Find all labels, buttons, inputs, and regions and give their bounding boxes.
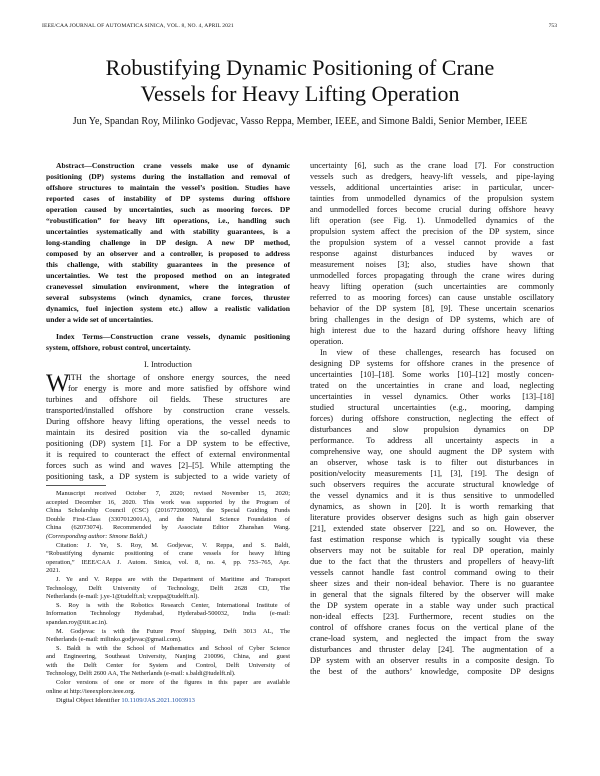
intro-line: forces such as wind and waves [2]–[5]. While attempting the: [46, 461, 290, 470]
footnote-line: (Corresponding author: Simone Baldi.): [46, 532, 147, 540]
body-line: behavior of the DP system [8], [9]. These uncertain scenarios: [310, 304, 554, 313]
abstract-line: uncertainties. We test the proposed method on an integrated: [46, 271, 290, 280]
left-column: [46, 160, 290, 705]
body-line: vessels, additional uncertainties arise: in particular, uncer-: [310, 183, 554, 192]
body-line: disturbances and slow propulsion dynamics on DP: [310, 425, 554, 434]
body-line: position/velocity measurements [1], [3], [19]. The design of: [310, 469, 554, 478]
intro-paragraph: [46, 372, 290, 482]
footnote-line: “Robustifying dynamic positioning of crane vessels for heavy lifting: [46, 550, 290, 558]
footnote-line: M. Godjevac is with the Future Proof Shipping, Delft 3013 AL, The: [56, 627, 290, 635]
body-line: non-ideal effects [23]. Furthermore, recent studies on the: [310, 612, 554, 621]
journal-header: IEEE/CAA JOURNAL OF AUTOMATICA SINICA, VOL. 8, NO. 4, APRIL 2021: [42, 23, 234, 29]
body-line: the DP system operate in a stable way under such practical: [310, 601, 554, 610]
body-line: heavy lifting operation (such uncertainties are commonly: [310, 282, 554, 291]
paper-title: [0, 55, 600, 107]
body-line: an observer, whose task is to filter out disturbances in: [310, 458, 554, 467]
intro-line: turbines and offshore oil fields. These structures are: [46, 395, 290, 404]
body-line: disturbances and thruster delay [24]. The augmentation of a: [310, 645, 554, 654]
abstract-line: positioning (DP) systems during the installation and removal of: [46, 172, 290, 181]
abstract-line: cranevessel simulation environment, where the integration of: [46, 282, 290, 291]
index-terms-line: system, offshore, robust control, uncertainty.: [46, 343, 191, 352]
page-number: 753: [548, 23, 557, 29]
body-line: operation.: [310, 337, 344, 346]
body-line: comprehensive way, one should augment the DP system with: [310, 447, 554, 456]
footnote-line: S. Baldi is with the School of Mathematics and School of Cyber Science: [56, 644, 290, 652]
body-line: the best of the authors’ knowledge, composite DP designs: [310, 667, 554, 676]
intro-line: maintain its desired position via the so-called dynamic: [46, 428, 290, 437]
body-line: due to the fact that the thrusters and propellers of heavy-lift: [310, 557, 554, 566]
footnote-line: and Engineering, Southeast University, Nanjing 210096, China, and guest: [46, 653, 290, 661]
footnote-line: Netherlands (e-mail: j.ye-1@tudelft.nl; v.reppa@tudelft.nl).: [46, 593, 199, 601]
abstract-line: operation caused by uncertainties, such as mooring forces. DP: [46, 205, 290, 214]
body-line: measurement noises [3]; also, studies have shown that: [310, 260, 554, 269]
footnote-line: operation,” IEEE/CAA J. Autom. Sinica, vol. 8, no. 4, pp. 753–765, Apr.: [46, 558, 290, 566]
body-line: the propulsion system of a vessel cannot provide a fast: [310, 238, 554, 247]
footnote-line: Double First-Class (3307012001A), and the Natural Science Foundation of: [46, 515, 290, 523]
body-line: dynamics, as shown in [20]. It is worth remarking that: [310, 502, 554, 511]
body-line: such observers requires the accurate structural knowledge of: [310, 480, 554, 489]
footnote-line: Citation: J. Ye, S. Roy, M. Godjevac, V. Reppa, and S. Baldi,: [56, 541, 290, 549]
doi-link[interactable]: 10.1109/JAS.2021.1003913: [121, 697, 195, 705]
abstract-line: reported cases of instability of DP systems during offshore: [46, 194, 290, 203]
body-line: [310, 677, 554, 688]
body-line: high interest due to the hazard during offshore heavy lifting: [310, 326, 554, 335]
intro-line: for energy is more and more satisfied by offshore wind: [68, 384, 290, 393]
intro-line: ITH the shortage of onshore energy sources, the need: [68, 373, 290, 382]
body-line: vessels such as dredgers, heavy-lift vessels, and pipe-laying: [310, 172, 554, 181]
abstract-line: long-standing challenge in DP design. A new DP method,: [46, 238, 290, 247]
section-heading: I. Introduction: [144, 360, 192, 369]
body-line: unmodelled forces propagating through the crane wires during: [310, 271, 554, 280]
body-line: response against disturbances induced by waves or: [310, 249, 554, 258]
doi-label: Digital Object Identifier: [56, 697, 120, 705]
body-line: trated on the uncertainties in crane and load, neglecting: [310, 381, 554, 390]
title-line: Robustifying Dynamic Positioning of Crane: [105, 55, 495, 80]
footnote-line: Information Technology Hyderabad, Hyderabad-500032, India (e-mail:: [46, 610, 290, 618]
body-line: lift operation (see Fig. 1). Unmodelled dynamics of the: [310, 216, 554, 225]
footnote-line: Netherlands (e-mail: milinko.godjevac@gmail.com).: [46, 636, 182, 644]
body-line: sheer sizes and their non-ideal behavior. There is no guarantee: [310, 579, 554, 588]
footnote-line: China (62073074). Recommended by Associate Editor Zhanshan Wang.: [46, 524, 290, 532]
body-line: crane-load system, and neglected the impact from the sway: [310, 634, 554, 643]
footnote-line: 2021.: [46, 567, 61, 575]
body-line: tainties from unmodelled dynamics of the propulsion system: [310, 194, 554, 203]
body-line: forces) during offshore construction, neglecting the effect of: [310, 414, 554, 423]
abstract-line: dynamics, fuel injection system etc.) allow a realistic validation: [46, 304, 290, 313]
body-line: referred to as mooring forces) can cause unstable oscillatory: [310, 293, 554, 302]
footnote-line: J. Ye and V. Reppa are with the Department of Maritime and Transport: [56, 575, 290, 583]
intro-line: During offshore heavy lifting operations, the vessel needs to: [46, 417, 290, 426]
body-line: propulsion system affect the precision of the DP system, since: [310, 227, 554, 236]
abstract-line: under a wide set of uncertainties.: [46, 315, 154, 324]
abstract-line: composed by an observer and a controller, is proposed to address: [46, 249, 290, 258]
body-line: DP system with an observer results in a composite design. To: [310, 656, 554, 665]
footnotes: [46, 490, 290, 705]
body-line: literature provides observer designs such as high gain observer: [310, 513, 554, 522]
body-line: bring challenges in the design of DP systems, which are of: [310, 315, 554, 324]
body-line: and unmodelled forces become crucial during offshore heavy: [310, 205, 554, 214]
body-line: uncertainty [6], such as the crane load [7]. For construction: [310, 161, 554, 170]
body-line: in general that the signals filtered by the observer will make: [310, 590, 554, 599]
footnote-line: with the Delft Center for System and Control, Delft University of: [46, 661, 290, 669]
footnote-line: Color versions of one or more of the figures in this paper are available: [56, 679, 290, 687]
body-line: the vessel dynamics and it is thus sensitive to unmodelled: [310, 491, 554, 500]
intro-line: transported/installed offshore by construction crane vessels.: [46, 406, 290, 415]
abstract-line: Abstract—Construction crane vessels make use of dynamic: [56, 161, 290, 170]
title-line: Vessels for Heavy Lifting Operation: [140, 81, 460, 106]
body-line: designing DP systems for offshore cranes in the presence of: [310, 359, 554, 368]
body-line: [21], extended state observer [22], and so on. However, the: [310, 524, 554, 533]
drop-cap: W: [46, 370, 70, 397]
footnote-line: online at http://ieeexplore.ieee.org.: [46, 687, 136, 695]
body-line: studied structural uncertainties (e.g., mooring, damping: [310, 403, 554, 412]
body-line: fast estimation response which is typically sought via these: [310, 535, 554, 544]
footnote-line: Technology, Delft 2600 AA, The Netherlands (e-mail: s.baldi@tudelft.nl).: [46, 670, 236, 678]
index-terms: [46, 331, 290, 353]
abstract-line: several subsystems (winch dynamics, crane forces, thruster: [46, 293, 290, 302]
author-list: Jun Ye, Spandan Roy, Milinko Godjevac, Vasso Reppa, Member, IEEE, and Simone Baldi, Senior Member, IEEE: [72, 116, 528, 127]
intro-line: it is required to counteract the effect of external environmental: [46, 450, 290, 459]
intro-line: positioning task, a DP system is subjected to a wide variety of: [46, 472, 290, 481]
body-line: uncertainties [10]–[18]. Some works [10]–[12] mostly concen-: [310, 370, 554, 379]
doi-line: [46, 696, 290, 705]
abstract-line: offshore structures to maintain the vessel’s position. Studies have: [46, 183, 290, 192]
footnote-line: China Scholarship Council (CSC) (201677200003), the Special Guiding Funds: [46, 507, 290, 515]
body-line: observers may not be suitable for real DP operation, mainly: [310, 546, 554, 555]
abstract-line: uncertainties systematically and with stability guarantees, is a: [46, 227, 290, 236]
intro-line: positioning (DP) system [1]. For a DP system to be effective,: [46, 439, 290, 448]
body-line: performance. To address all uncertainty aspects in a: [310, 436, 554, 445]
body-line: In view of these challenges, research has focused on: [320, 348, 554, 357]
body-line: uncertainties in vessel dynamics. Other works [13]–[18]: [310, 392, 554, 401]
footnote-line: spandan.roy@iiit.ac.in).: [46, 618, 108, 626]
body-line: control of offshore cranes focus on the vertical plane of the: [310, 623, 554, 632]
footnote-line: Manuscript received October 7, 2020; revised November 15, 2020;: [56, 490, 290, 497]
abstract: [46, 160, 290, 325]
footnote-line: S. Roy is with the Robotics Research Center, International Institute of: [56, 601, 290, 609]
right-column: [310, 160, 554, 688]
body-line: vessels cannot handle fast control command owing to their: [310, 568, 554, 577]
footnote-line: Technology, Delft University of Technology, Delft 2628 CD, The: [46, 584, 290, 592]
footnote-line: accepted December 16, 2020. This work was supported by the Program of: [46, 498, 290, 506]
abstract-line: “robustification” for heavy lift operations, i.e., handling such: [46, 216, 290, 225]
abstract-line: this challenge, with stability guarantees in the presence of: [46, 260, 290, 269]
index-terms-line: Index Terms—Construction crane vessels, dynamic positioning: [56, 332, 290, 341]
